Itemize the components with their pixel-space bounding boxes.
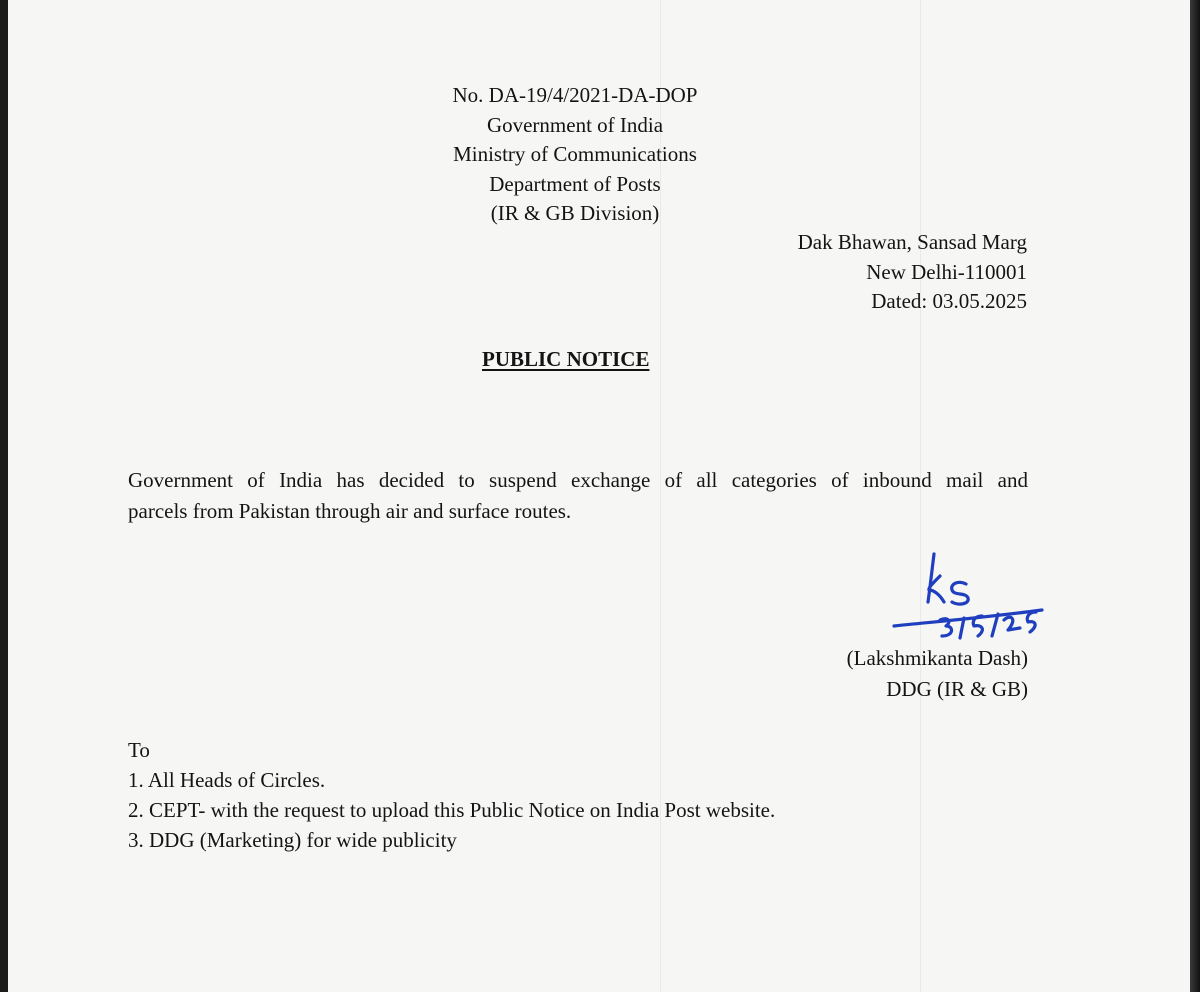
- recipient-item: 1. All Heads of Circles.: [128, 768, 326, 792]
- signatory-block: [847, 643, 1028, 705]
- address-block: [798, 228, 1027, 317]
- address-building: Dak Bhawan, Sansad Marg: [797, 230, 1027, 254]
- recipient-item: 3. DDG (Marketing) for wide publicity: [128, 828, 457, 852]
- notice-body-line: parcels from Pakistan through air and surface routes.: [128, 499, 572, 523]
- division-name: (IR & GB Division): [490, 201, 660, 225]
- page-edge-left: [0, 0, 8, 992]
- notice-body-line: Government of India has decided to suspend exchange of all categories of inbound mail and: [128, 468, 1028, 492]
- government-name: Government of India: [486, 112, 664, 137]
- handwritten-signature: [882, 540, 1052, 650]
- page-edge-right: [1190, 0, 1200, 992]
- signatory-name: (Lakshmikanta Dash): [846, 646, 1028, 670]
- letter-header: [380, 81, 770, 229]
- signatory-designation: DDG (IR & GB): [886, 677, 1028, 701]
- recipient-item: 2. CEPT- with the request to upload this Public Notice on India Post website.: [128, 798, 776, 822]
- notice-title: PUBLIC NOTICE: [482, 347, 650, 371]
- ministry-name: Ministry of Communications: [453, 142, 697, 166]
- notice-body: [128, 465, 1028, 527]
- recipients-heading: To: [128, 738, 150, 762]
- notice-date: Dated: 03.05.2025: [871, 289, 1027, 313]
- department-name: Department of Posts: [489, 171, 661, 196]
- reference-number: No. DA-19/4/2021-DA-DOP: [452, 83, 698, 107]
- address-city: New Delhi-110001: [866, 259, 1027, 284]
- recipients-list: [128, 735, 775, 855]
